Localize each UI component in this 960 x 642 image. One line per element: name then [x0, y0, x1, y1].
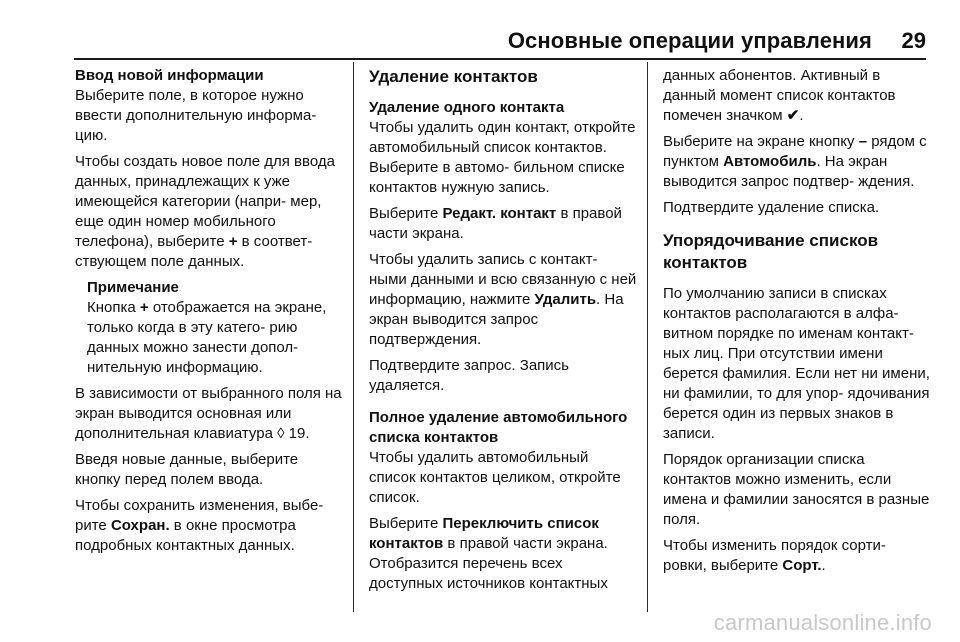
note-block: [87, 278, 345, 378]
watermark: carmanualsonline.info: [713, 610, 932, 635]
page-title: Основные операции управления: [507, 28, 872, 53]
text: Выберите: [369, 515, 443, 532]
paragraph: [369, 204, 637, 244]
text: данных абонентов. Активный в данный момент список контактов помечен значком: [663, 67, 896, 124]
text: Выберите: [369, 205, 443, 222]
bold-term: Сорт.: [782, 557, 822, 574]
column-divider-1: [353, 62, 354, 612]
text: в окне просмотра подробных контактных данных.: [75, 517, 296, 554]
plus-icon: +: [228, 233, 238, 250]
text: в соответ- ствующем поле данных.: [75, 233, 313, 270]
text: В зависимости от выбранного поля на экран выводится основная или дополнительная клавиатура: [75, 385, 342, 442]
page-number: 29: [901, 28, 926, 53]
text: в правой части экрана. Отобразится перечень всех доступных источников контактных: [369, 535, 608, 592]
plus-icon: +: [139, 299, 149, 316]
text: Чтобы изменить порядок сорти- ровки, выберите: [663, 537, 886, 574]
text: в правой части экрана.: [369, 205, 622, 242]
text: Кнопка: [87, 299, 140, 316]
paragraph: Подтвердите удаление списка.: [663, 199, 880, 216]
text: Чтобы сохранить изменения, выбе- рите: [75, 497, 324, 534]
paragraph: По умолчанию записи в списках контактов располагаются в алфа- витном порядке по именам контакт- ных лиц. При отсутствии имени берется фамилия. Если нет ни имени, ни фамилии, то для упор- ядочивания берется один из первых знаков в записи.: [663, 285, 930, 442]
text: .: [799, 107, 804, 124]
text: . На экран выводится запрос подтверждения.: [369, 291, 624, 348]
bold-term: Автомобиль: [723, 153, 817, 170]
subheading-delete-one: Удаление одного контакта: [369, 99, 565, 116]
section-heading-sort-contacts: Упорядочивание списков контактов: [663, 231, 879, 272]
note-heading: Примечание: [87, 279, 179, 296]
subheading-delete-all: Полное удаление автомобильного списка контактов: [369, 409, 628, 446]
paragraph: [663, 536, 933, 576]
note-text: [87, 298, 345, 378]
paragraph: [75, 152, 345, 272]
paragraph: [663, 132, 933, 192]
text: Чтобы удалить запись с контакт- ными данными и всю связанную с ней информацию, нажмите: [369, 251, 637, 308]
paragraph: Чтобы удалить автомобильный список контактов целиком, откройте список.: [369, 449, 621, 506]
bold-term: Удалить: [534, 291, 597, 308]
bold-term: Переключить список контактов: [369, 515, 599, 552]
text: .: [821, 557, 826, 574]
column-2: [369, 66, 637, 600]
text: рядом с пунктом: [663, 133, 927, 170]
paragraph: Выберите поле, в которое нужно ввести дополнительную информа- цию.: [75, 87, 317, 144]
paragraph: Порядок организации списка контактов можно изменить, если имена и фамилии заносятся в разные поля.: [663, 451, 930, 528]
text: Выберите на экране кнопку: [663, 133, 859, 150]
column-3: [663, 66, 933, 582]
paragraph: Введя новые данные, выберите кнопку перед полем ввода.: [75, 451, 299, 488]
text: Чтобы создать новое поле для ввода данных, принадлежащих к уже имеющейся категории (напри- мер, еще один номер мобильного телефона), выберите: [75, 153, 335, 250]
column-divider-2: [647, 62, 648, 612]
column-1: [75, 66, 345, 562]
page-reference-link[interactable]: ◊ 19.: [277, 425, 310, 442]
bold-term: Редакт. контакт: [442, 205, 557, 222]
section-heading-delete-contacts: Удаление контактов: [369, 67, 538, 86]
section-heading-new-info: Ввод новой информации: [75, 67, 264, 84]
header-rule: [74, 58, 926, 60]
paragraph: [75, 384, 345, 444]
paragraph: Подтвердите запрос. Запись удаляется.: [369, 357, 569, 394]
text: отображается на экране, только когда в эту катего- рию данных можно занести допол- нительную информацию.: [87, 299, 327, 376]
paragraph: Чтобы удалить один контакт, откройте автомобильный список контактов. Выберите в автомо- бильном списке контактов нужную запись.: [369, 119, 636, 196]
minus-icon: –: [858, 133, 868, 150]
paragraph: [75, 496, 345, 556]
paragraph: [663, 66, 933, 126]
page-header: [0, 0, 960, 58]
bold-term: Сохран.: [110, 517, 170, 534]
paragraph: [369, 250, 637, 350]
text: . На экран выводится запрос подтвер- ждения.: [663, 153, 915, 190]
checkmark-icon: ✔: [786, 107, 800, 124]
paragraph: [369, 514, 637, 594]
